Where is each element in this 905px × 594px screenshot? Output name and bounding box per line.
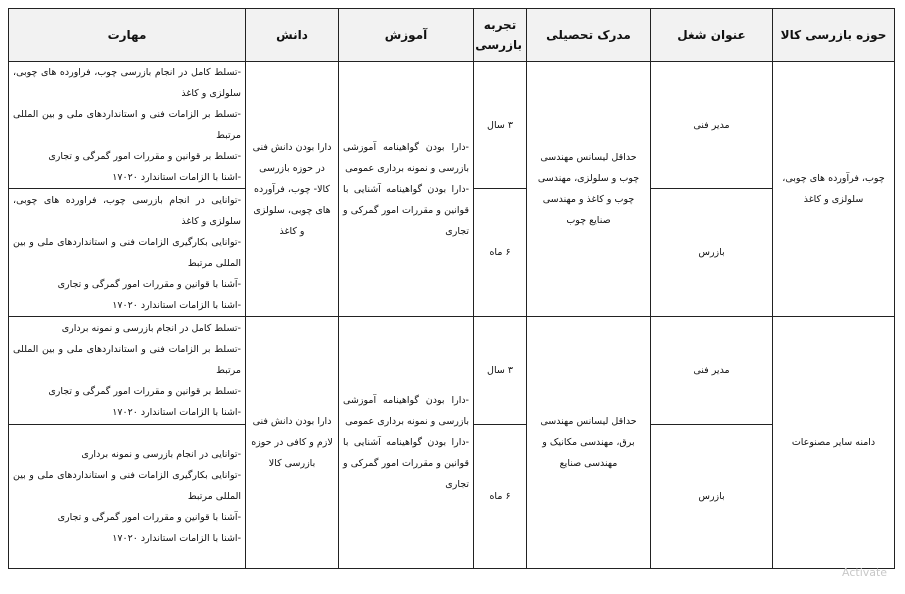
header-experience: تجربه بازرسی — [474, 9, 527, 62]
training-item: -دارا بودن گواهینامه آشنایی با قوانین و مقررات امور گمرکی و تجاری — [343, 183, 469, 237]
skill-item: -اشنا با الزامات استاندارد ۱۷۰۲۰ — [112, 407, 241, 418]
header-knowledge: دانش — [246, 9, 339, 62]
skill-item: -تسلط بر قوانین و مقررات امور گمرگی و تجاری — [48, 151, 241, 162]
skill-item: -اشنا با الزامات استاندارد ۱۷۰۲۰ — [112, 172, 241, 183]
skill-item: -آشنا با قوانین و مقررات امور گمرگی و تجاری — [57, 512, 241, 523]
job-title-cell: بازرس — [651, 425, 773, 569]
skill-item: -تسلط بر الزامات فنی و استانداردهای ملی و بین المللی مرتبط — [13, 109, 241, 141]
skill-item: -توانایی در انجام بازرسی و نمونه برداری — [81, 449, 241, 460]
training-cell — [339, 62, 474, 317]
training-cell — [339, 317, 474, 569]
header-training: آموزش — [339, 9, 474, 62]
skill-item: -تسلط بر الزامات فنی و استانداردهای ملی و بین المللی مرتبط — [13, 344, 241, 376]
skill-item: -تسلط کامل در انجام بازرسی و نمونه برداری — [61, 323, 241, 334]
training-item: -دارا بودن گواهینامه آشنایی با قوانین و مقررات امور گمرکی و تجاری — [343, 437, 469, 490]
skill-cell — [9, 317, 246, 425]
training-item: -دارا بودن گواهینامه آموزشی بازرسی و نمونه برداری عمومی — [343, 395, 469, 427]
domain-cell: دامنه سایر مصنوعات — [773, 317, 895, 569]
experience-cell: ۳ سال — [474, 62, 527, 189]
job-title-cell: بازرس — [651, 189, 773, 317]
experience-cell: ۶ ماه — [474, 189, 527, 317]
experience-cell: ۳ سال — [474, 317, 527, 425]
skill-item: -آشنا با قوانین و مقررات امور گمرگی و تجاری — [57, 278, 241, 290]
activation-watermark: Activate — [842, 566, 888, 579]
header-domain: حوزه بازرسی کالا — [773, 9, 895, 62]
skill-item: -اشنا با الزامات استاندارد ۱۷۰۲۰ — [112, 533, 241, 544]
skill-cell — [9, 62, 246, 189]
skill-item: -اشنا با الزامات استاندارد ۱۷۰۲۰ — [112, 299, 241, 311]
table-row — [9, 317, 895, 425]
header-degree: مدرک تحصیلی — [527, 9, 651, 62]
skill-item: -توانایی بکارگیری الزامات فنی و استانداردهای ملی و بین المللی مرتبط — [13, 236, 241, 269]
skill-item: -توانایی بکارگیری الزامات فنی و استانداردهای ملی و بین المللی مرتبط — [13, 470, 241, 502]
knowledge-cell: دارا بودن دانش فنی در حوزه بازرسی کالا- چوب، فرآورده های چوبی، سلولزی و کاغذ — [246, 62, 339, 317]
training-item: -دارا بودن گواهینامه آموزشی بازرسی و نمونه برداری عمومی — [343, 141, 469, 174]
job-title-cell: مدیر فنی — [651, 62, 773, 189]
skill-item: -توانایی در انجام بازرسی چوب، فراورده های چوبی، سلولزی و کاغذ — [13, 194, 241, 227]
skill-item: -تسلط بر قوانین و مقررات امور گمرگی و تجاری — [48, 386, 241, 397]
requirements-table — [8, 8, 895, 569]
degree-cell: حداقل لیسانس مهندسی برق، مهندسی مکانیک و مهندسی صنایع — [527, 317, 651, 569]
header-job-title: عنوان شغل — [651, 9, 773, 62]
experience-cell: ۶ ماه — [474, 425, 527, 569]
skill-cell — [9, 425, 246, 569]
table-row — [9, 62, 895, 189]
skill-item: -تسلط کامل در انجام بازرسی چوب، فراورده های چوبی، سلولزی و کاغذ — [13, 67, 241, 99]
header-row — [9, 9, 895, 62]
skill-cell — [9, 189, 246, 317]
knowledge-cell: دارا بودن دانش فنی لازم و کافی در حوزه بازرسی کالا — [246, 317, 339, 569]
job-title-cell: مدیر فنی — [651, 317, 773, 425]
degree-cell: حداقل لیسانس مهندسی چوب و سلولزی، مهندسی چوب و کاغذ و مهندسی صنایع چوب — [527, 62, 651, 317]
domain-cell: چوب، فرآورده های چوبی، سلولزی و کاغذ — [773, 62, 895, 317]
header-skill: مهارت — [9, 9, 246, 62]
